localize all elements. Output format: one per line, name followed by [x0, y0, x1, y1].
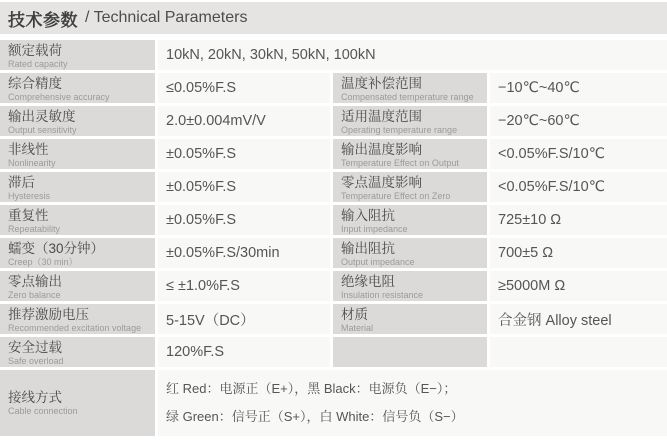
- param-label-zh: 温度补偿范围: [341, 76, 422, 91]
- page-title-zh: 技术参数: [8, 10, 78, 30]
- param-label-zero-balance: [0, 271, 155, 301]
- param-value-nonlinearity: ±0.05%F.S: [158, 139, 330, 169]
- param-label-zh: 输入阻抗: [341, 208, 395, 223]
- param-label-compensated-temperature-range: [333, 73, 487, 103]
- param-value-temperature-effect-on-zero: <0.05%F.S/10℃: [490, 172, 667, 202]
- param-label-cable-connection: [0, 370, 155, 436]
- param-label-en: Input impedance: [341, 224, 408, 234]
- param-label-zh: 重复性: [8, 208, 49, 223]
- param-value-safe-overload: 120%F.S: [158, 337, 330, 367]
- param-value-operating-temperature-range: −20℃~60℃: [490, 106, 667, 136]
- param-label-zh: 蠕变（30分钟）: [8, 241, 105, 256]
- param-label-creep: [0, 238, 155, 268]
- param-label-en: Repeatability: [8, 224, 61, 234]
- param-value-zero-balance: ≤ ±1.0%F.S: [158, 271, 330, 301]
- param-label-en: Safe overload: [8, 356, 64, 366]
- param-label-zh: 零点温度影响: [341, 175, 422, 190]
- param-label-material: [333, 304, 487, 334]
- param-label-en: Comprehensive accuracy: [8, 92, 110, 102]
- param-label-hysteresis: [0, 172, 155, 202]
- param-label-comprehensive-accuracy: [0, 73, 155, 103]
- param-label-zh: 安全过载: [8, 340, 62, 355]
- param-value-rated-capacity: 10kN, 20kN, 30kN, 50kN, 100kN: [158, 40, 667, 70]
- param-label-en: Rated capacity: [8, 59, 68, 69]
- param-label-en: Creep（30 min）: [8, 257, 78, 267]
- param-value-creep: ±0.05%F.S/30min: [158, 238, 330, 268]
- param-label-nonlinearity: [0, 139, 155, 169]
- param-value-material: 合金钢 Alloy steel: [490, 304, 667, 334]
- param-label-zh: 综合精度: [8, 76, 62, 91]
- param-label-recommended-excitation-voltage: [0, 304, 155, 334]
- param-label-en: Recommended excitation voltage: [8, 323, 142, 333]
- param-label-en: Output sensitivity: [8, 125, 77, 135]
- param-value-output-impedance: 700±5 Ω: [490, 238, 667, 268]
- param-label-en: Output impedance: [341, 257, 415, 267]
- param-label-zh: 输出温度影响: [341, 142, 422, 157]
- param-label-en: Temperature Effect on Zero: [341, 191, 451, 201]
- param-value-hysteresis: ±0.05%F.S: [158, 172, 330, 202]
- param-label-zh: 绝缘电阻: [341, 274, 395, 289]
- param-label-zh: 零点输出: [8, 274, 62, 289]
- param-label-zh: 输出阻抗: [341, 241, 395, 256]
- param-label-zh: 适用温度范围: [341, 109, 422, 124]
- wiring-line-signal: 绿 Green：信号正（S+），白 White：信号负（S−）: [166, 409, 464, 424]
- param-label-en: Cable connection: [8, 405, 78, 416]
- param-value-input-impedance: 725±10 Ω: [490, 205, 667, 235]
- param-label-en: Zero balance: [8, 290, 61, 300]
- param-value-repeatability: ±0.05%F.S: [158, 205, 330, 235]
- param-label-operating-temperature-range: [333, 106, 487, 136]
- param-label-temperature-effect-on-output: [333, 139, 487, 169]
- param-label-en: Insulation resistance: [341, 290, 424, 300]
- page-title-en: / Technical Parameters: [85, 9, 248, 26]
- title-bar: [0, 2, 667, 34]
- param-label-zh: 接线方式: [8, 389, 62, 405]
- technical-parameters-table: [0, 40, 667, 436]
- param-label-input-impedance: [333, 205, 487, 235]
- param-label-en: Material: [341, 323, 374, 333]
- param-value-temperature-effect-on-output: <0.05%F.S/10℃: [490, 139, 667, 169]
- empty-value-cell: [490, 337, 667, 367]
- param-value-recommended-excitation-voltage: 5-15V（DC）: [158, 304, 330, 334]
- param-value-cable-connection: [158, 370, 667, 436]
- param-label-zh: 输出灵敏度: [8, 109, 76, 124]
- param-label-zh: 推荐激励电压: [8, 307, 89, 322]
- param-label-en: Operating temperature range: [341, 125, 458, 135]
- empty-label-cell: [333, 337, 487, 367]
- param-label-en: Hysteresis: [8, 191, 51, 201]
- param-label-repeatability: [0, 205, 155, 235]
- param-value-compensated-temperature-range: −10℃~40℃: [490, 73, 667, 103]
- param-label-zh: 滞后: [8, 175, 35, 190]
- param-label-output-impedance: [333, 238, 487, 268]
- param-label-insulation-resistance: [333, 271, 487, 301]
- param-value-output-sensitivity: 2.0±0.004mV/V: [158, 106, 330, 136]
- param-label-rated-capacity: [0, 40, 155, 70]
- param-label-zh: 材质: [341, 307, 368, 322]
- param-label-zh: 非线性: [8, 142, 49, 157]
- param-value-insulation-resistance: ≥5000M Ω: [490, 271, 667, 301]
- param-value-comprehensive-accuracy: ≤0.05%F.S: [158, 73, 330, 103]
- param-label-en: Temperature Effect on Output: [341, 158, 459, 168]
- param-label-temperature-effect-on-zero: [333, 172, 487, 202]
- param-label-en: Compensated temperature range: [341, 92, 474, 102]
- param-label-output-sensitivity: [0, 106, 155, 136]
- param-label-safe-overload: [0, 337, 155, 367]
- param-label-en: Nonlinearity: [8, 158, 56, 168]
- param-label-zh: 额定载荷: [8, 43, 62, 58]
- wiring-line-power: 红 Red：电源正（E+），黑 Black：电源负（E−）；: [166, 381, 457, 396]
